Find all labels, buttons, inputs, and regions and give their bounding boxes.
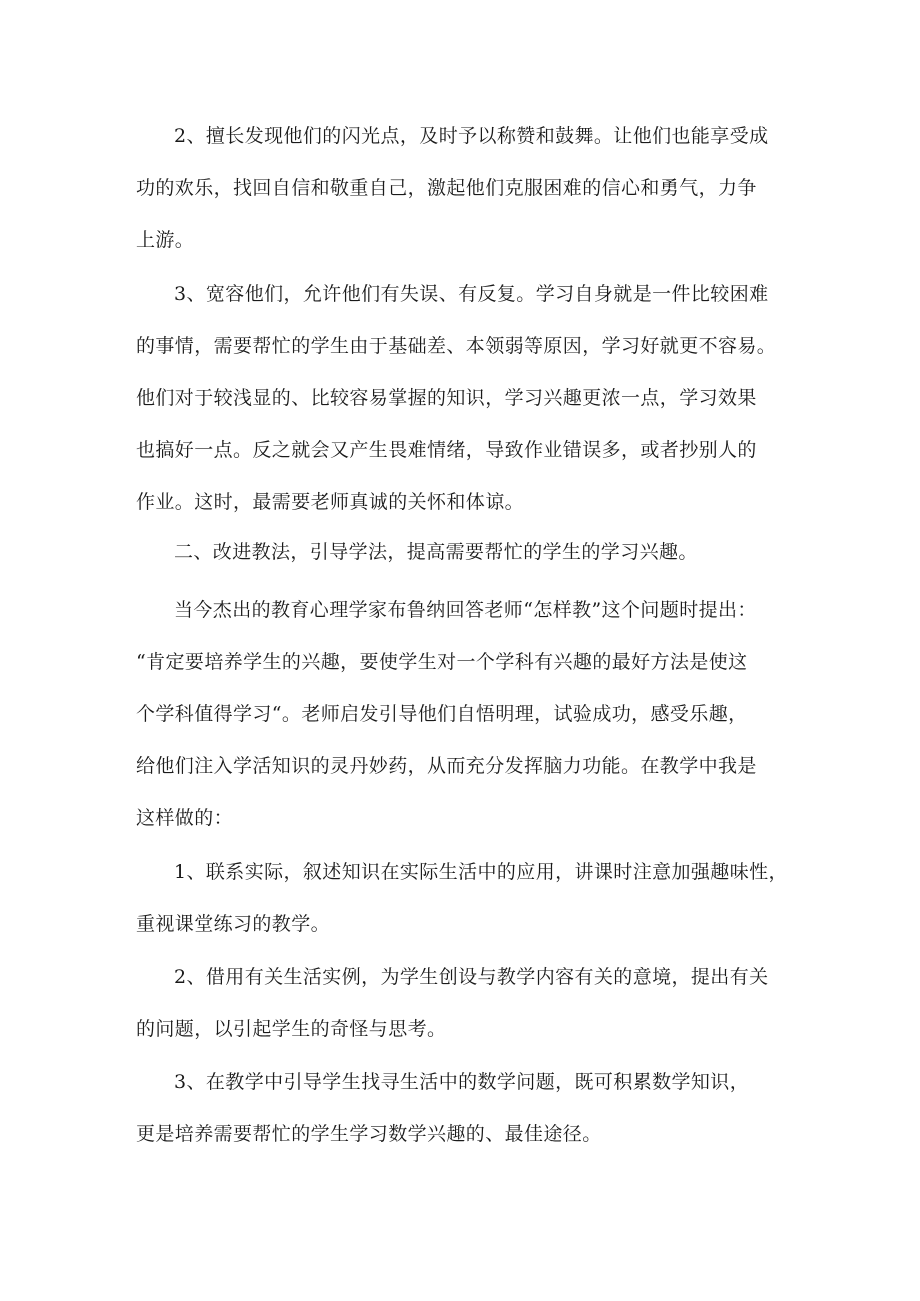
paragraph-practice [136,846,796,950]
text-line: 功的欢乐，找回自信和敬重自己，激起他们克服困难的信心和勇气，力争 [136,177,757,199]
paragraph-tolerance [136,268,796,528]
text-line: “肯定要培养学生的兴趣，要使学生对一个学科有兴趣的最好方法是使这 [136,651,748,673]
text-line: 也搞好一点。反之就会又产生畏难情绪，导致作业错误多，或者抄别人的 [136,439,757,461]
text-line: 1、联系实际，叙述知识在实际生活中的应用，讲课时注意加强趣味性， [174,861,788,883]
section-heading [136,526,796,578]
text-line: 他们对于较浅显的、比较容易掌握的知识，学习兴趣更浓一点，学习效果 [136,387,757,409]
text-line: 个学科值得学习“。老师启发引导他们自悟明理，试验成功，感受乐趣， [136,703,748,725]
paragraph-math-problems [136,1056,796,1160]
text-line: 重视课堂练习的教学。 [136,913,331,935]
text-line: 当今杰出的教育心理学家布鲁纳回答老师“怎样教”这个问题时提出： [174,599,757,621]
paragraph-bruner [136,584,796,844]
text-line: 3、宽容他们，允许他们有失误、有反复。学习自身就是一件比较困难 [174,283,769,305]
text-line: 3、在教学中引导学生找寻生活中的数学问题，既可积累数学知识， [174,1071,750,1093]
text-line: 作业。这时，最需要老师真诚的关怀和体谅。 [136,491,525,513]
text-line: 二、改进教法，引导学法，提高需要帮忙的学生的学习兴趣。 [174,541,698,563]
text-line: 更是培养需要帮忙的学生学习数学兴趣的、最佳途径。 [136,1123,602,1145]
text-line: 2、擅长发现他们的闪光点，及时予以称赞和鼓舞。让他们也能享受成 [174,125,769,147]
text-line: 这样做的： [136,807,234,829]
paragraph-examples [136,951,796,1055]
text-line: 的事情，需要帮忙的学生由于基础差、本领弱等原因，学习好就更不容易。 [136,335,777,357]
text-line: 2、借用有关生活实例，为学生创设与教学内容有关的意境，提出有关 [174,966,769,988]
paragraph-praise [136,110,796,266]
text-line: 上游。 [136,229,195,251]
text-line: 给他们注入学活知识的灵丹妙药，从而充分发挥脑力功能。在教学中我是 [136,755,757,777]
text-line: 的问题，以引起学生的奇怪与思考。 [136,1018,447,1040]
